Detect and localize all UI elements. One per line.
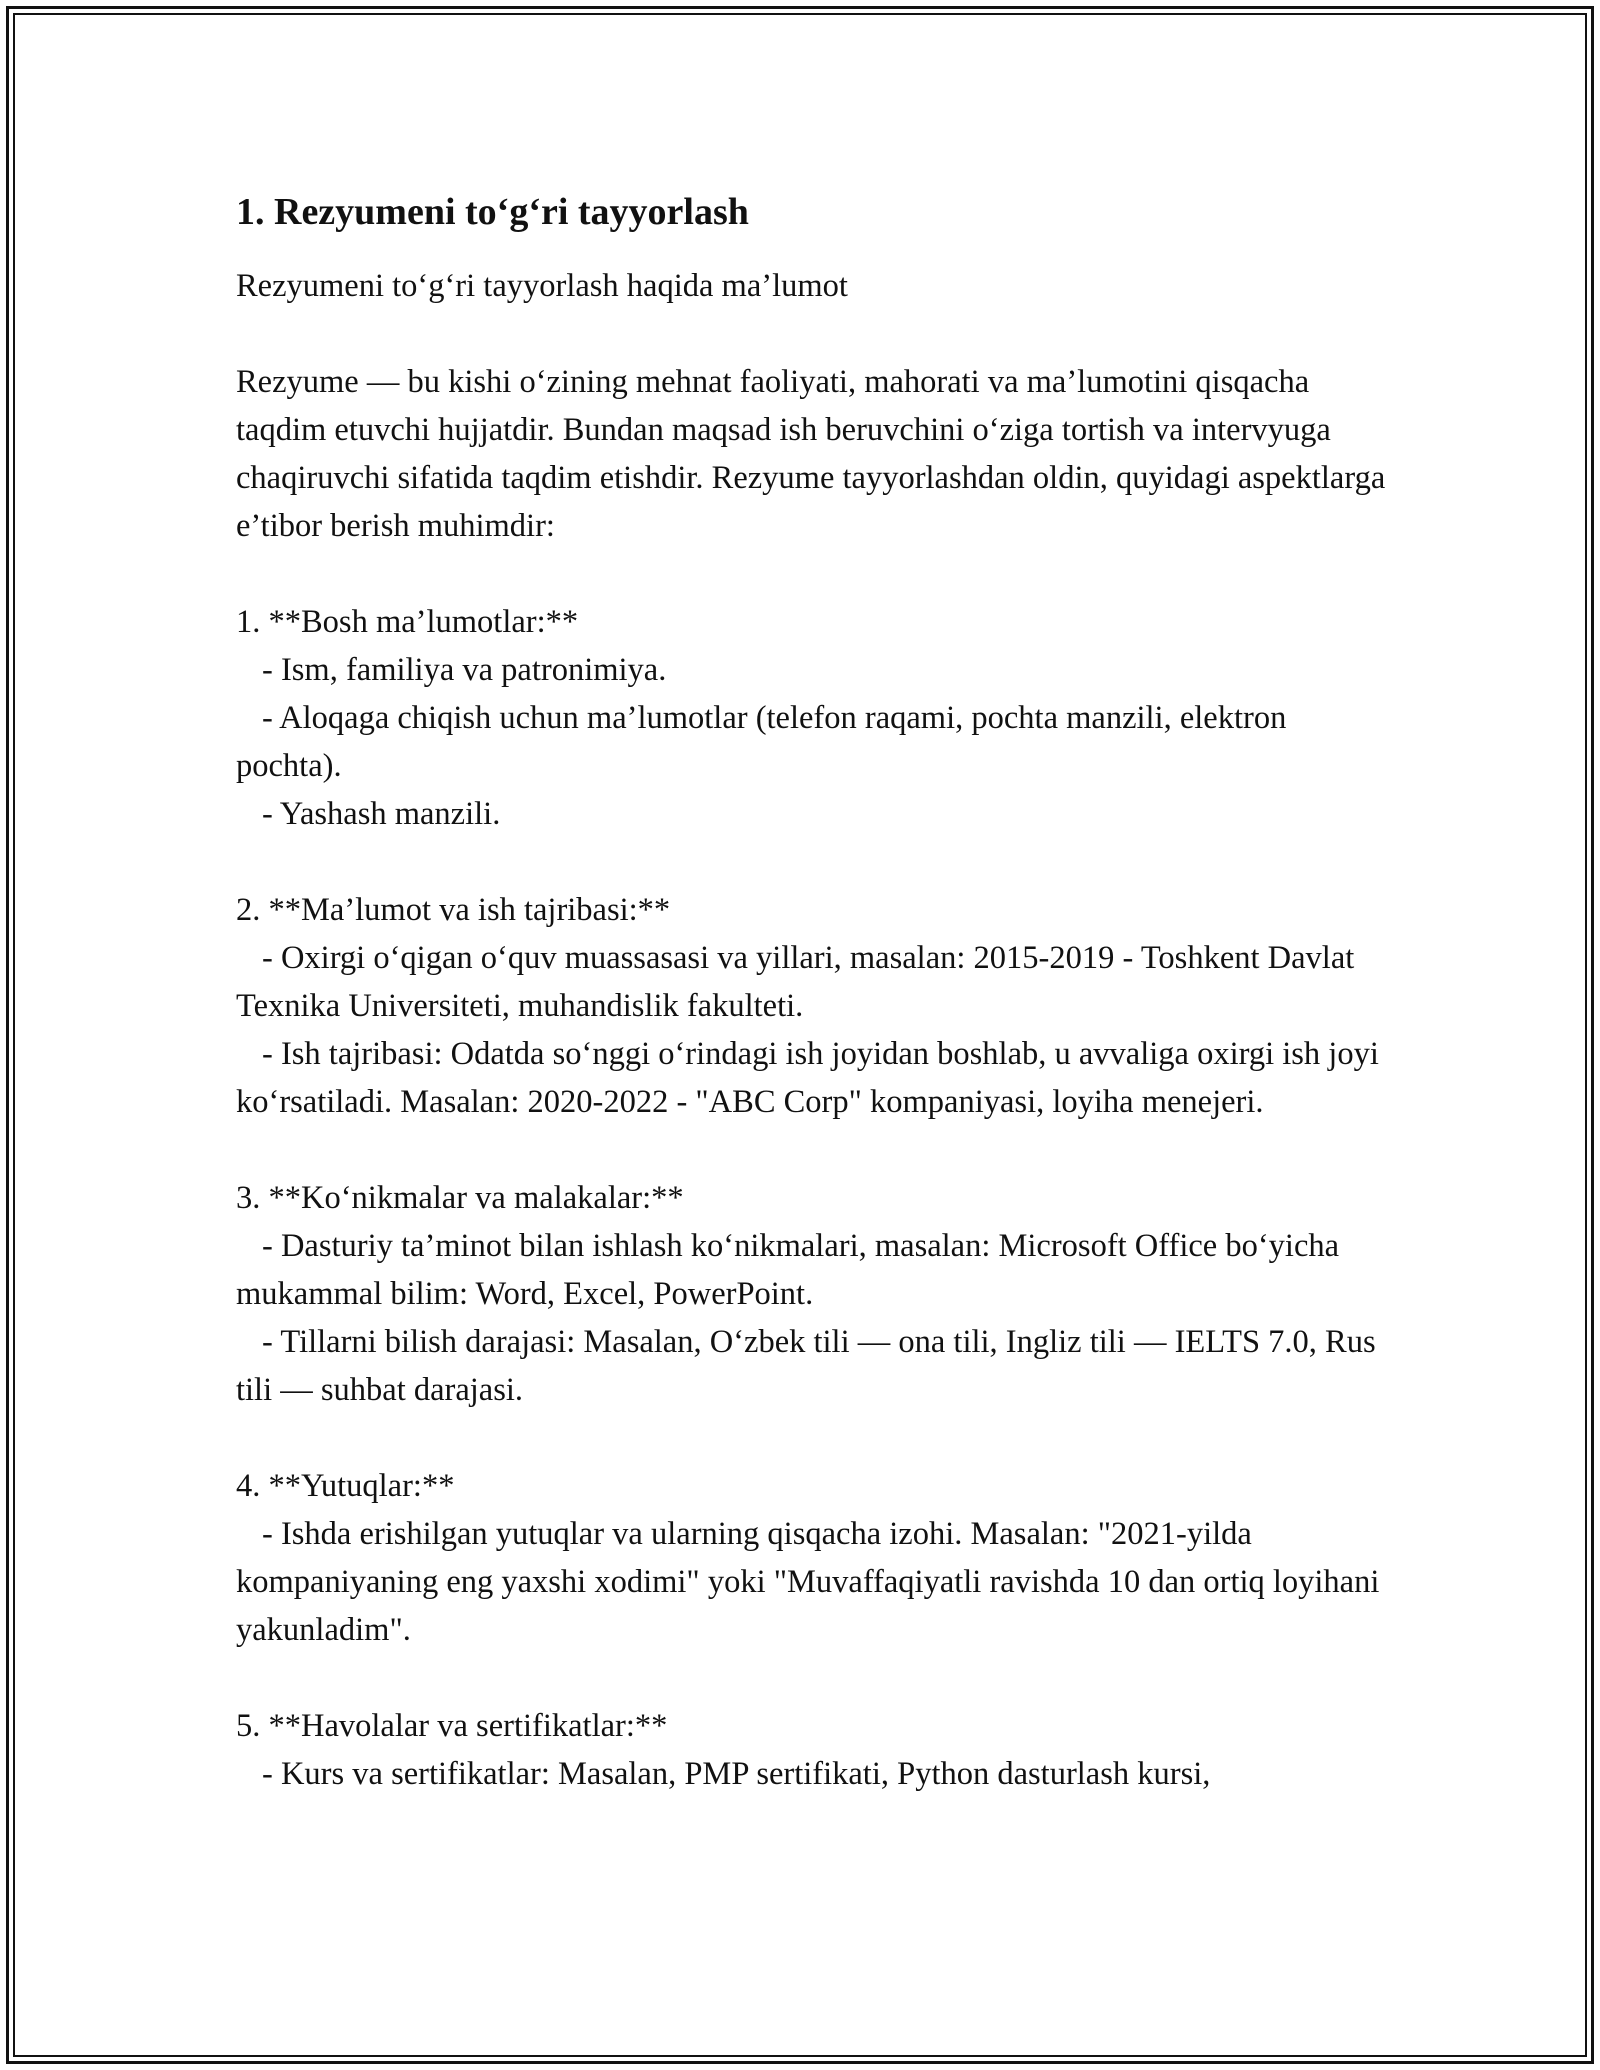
section-links-certificates [236,1702,1396,1798]
section-skills [236,1174,1396,1414]
bullet-item: - Yashash manzili. [262,796,501,832]
bullet-item: - Ishda erishilgan yutuqlar va ularning qisqacha izohi. Masalan: "2021-yilda kompaniyaning eng yaxshi xodimi" yoki "Muvaffaqiyatli ravishda 10 dan ortiq loyihani yakunladim". [236,1516,1380,1648]
document-body [236,186,1396,1798]
section-education-experience [236,886,1396,1126]
document-subtitle: Rezyumeni to‘g‘ri tayyorlash haqida ma’lumot [236,268,848,304]
bullet-item: - Aloqaga chiqish uchun ma’lumotlar (telefon raqami, pochta manzili, elektron pochta). [236,700,1287,784]
section-title: 1. **Bosh ma’lumotlar:** [236,604,579,640]
section-title: 5. **Havolalar va sertifikatlar:** [236,1708,668,1744]
section-title: 3. **Ko‘nikmalar va malakalar:** [236,1180,684,1216]
section-achievements [236,1462,1396,1654]
section-general-info [236,598,1396,838]
bullet-item: - Dasturiy ta’minot bilan ishlash ko‘nikmalari, masalan: Microsoft Office bo‘yicha mukammal bilim: Word, Excel, PowerPoint. [236,1228,1340,1312]
bullet-item: - Oxirgi o‘qigan o‘quv muassasasi va yillari, masalan: 2015-2019 - Toshkent Davlat Texnika Universiteti, muhandislik fakulteti. [236,940,1355,1024]
intro-paragraph: Rezyume — bu kishi o‘zining mehnat faoliyati, mahorati va ma’lumotini qisqacha taqdim etuvchi hujjatdir. Bundan maqsad ish beruvchini o‘ziga tortish va intervyuga chaqiruvchi sifatida taqdim etishdir. Rezyume tayyorlashdan oldin, quyidagi aspektlarga e’tibor berish muhimdir: [236,364,1386,544]
bullet-item: - Kurs va sertifikatlar: Masalan, PMP sertifikati, Python dasturlash kursi, [262,1756,1211,1792]
document-heading: 1. Rezyumeni to‘g‘ri tayyorlash [236,191,749,233]
section-title: 4. **Yutuqlar:** [236,1468,455,1504]
bullet-item: - Tillarni bilish darajasi: Masalan, O‘zbek tili — ona tili, Ingliz tili — IELTS 7.0, Rus tili — suhbat darajasi. [236,1324,1376,1408]
bullet-item: - Ism, familiya va patronimiya. [262,652,667,688]
section-title: 2. **Ma’lumot va ish tajribasi:** [236,892,671,928]
bullet-item: - Ish tajribasi: Odatda so‘nggi o‘rindagi ish joyidan boshlab, u avvaliga oxirgi ish joyi ko‘rsatiladi. Masalan: 2020-2022 - "ABC Corp" kompaniyasi, loyiha menejeri. [236,1036,1379,1120]
